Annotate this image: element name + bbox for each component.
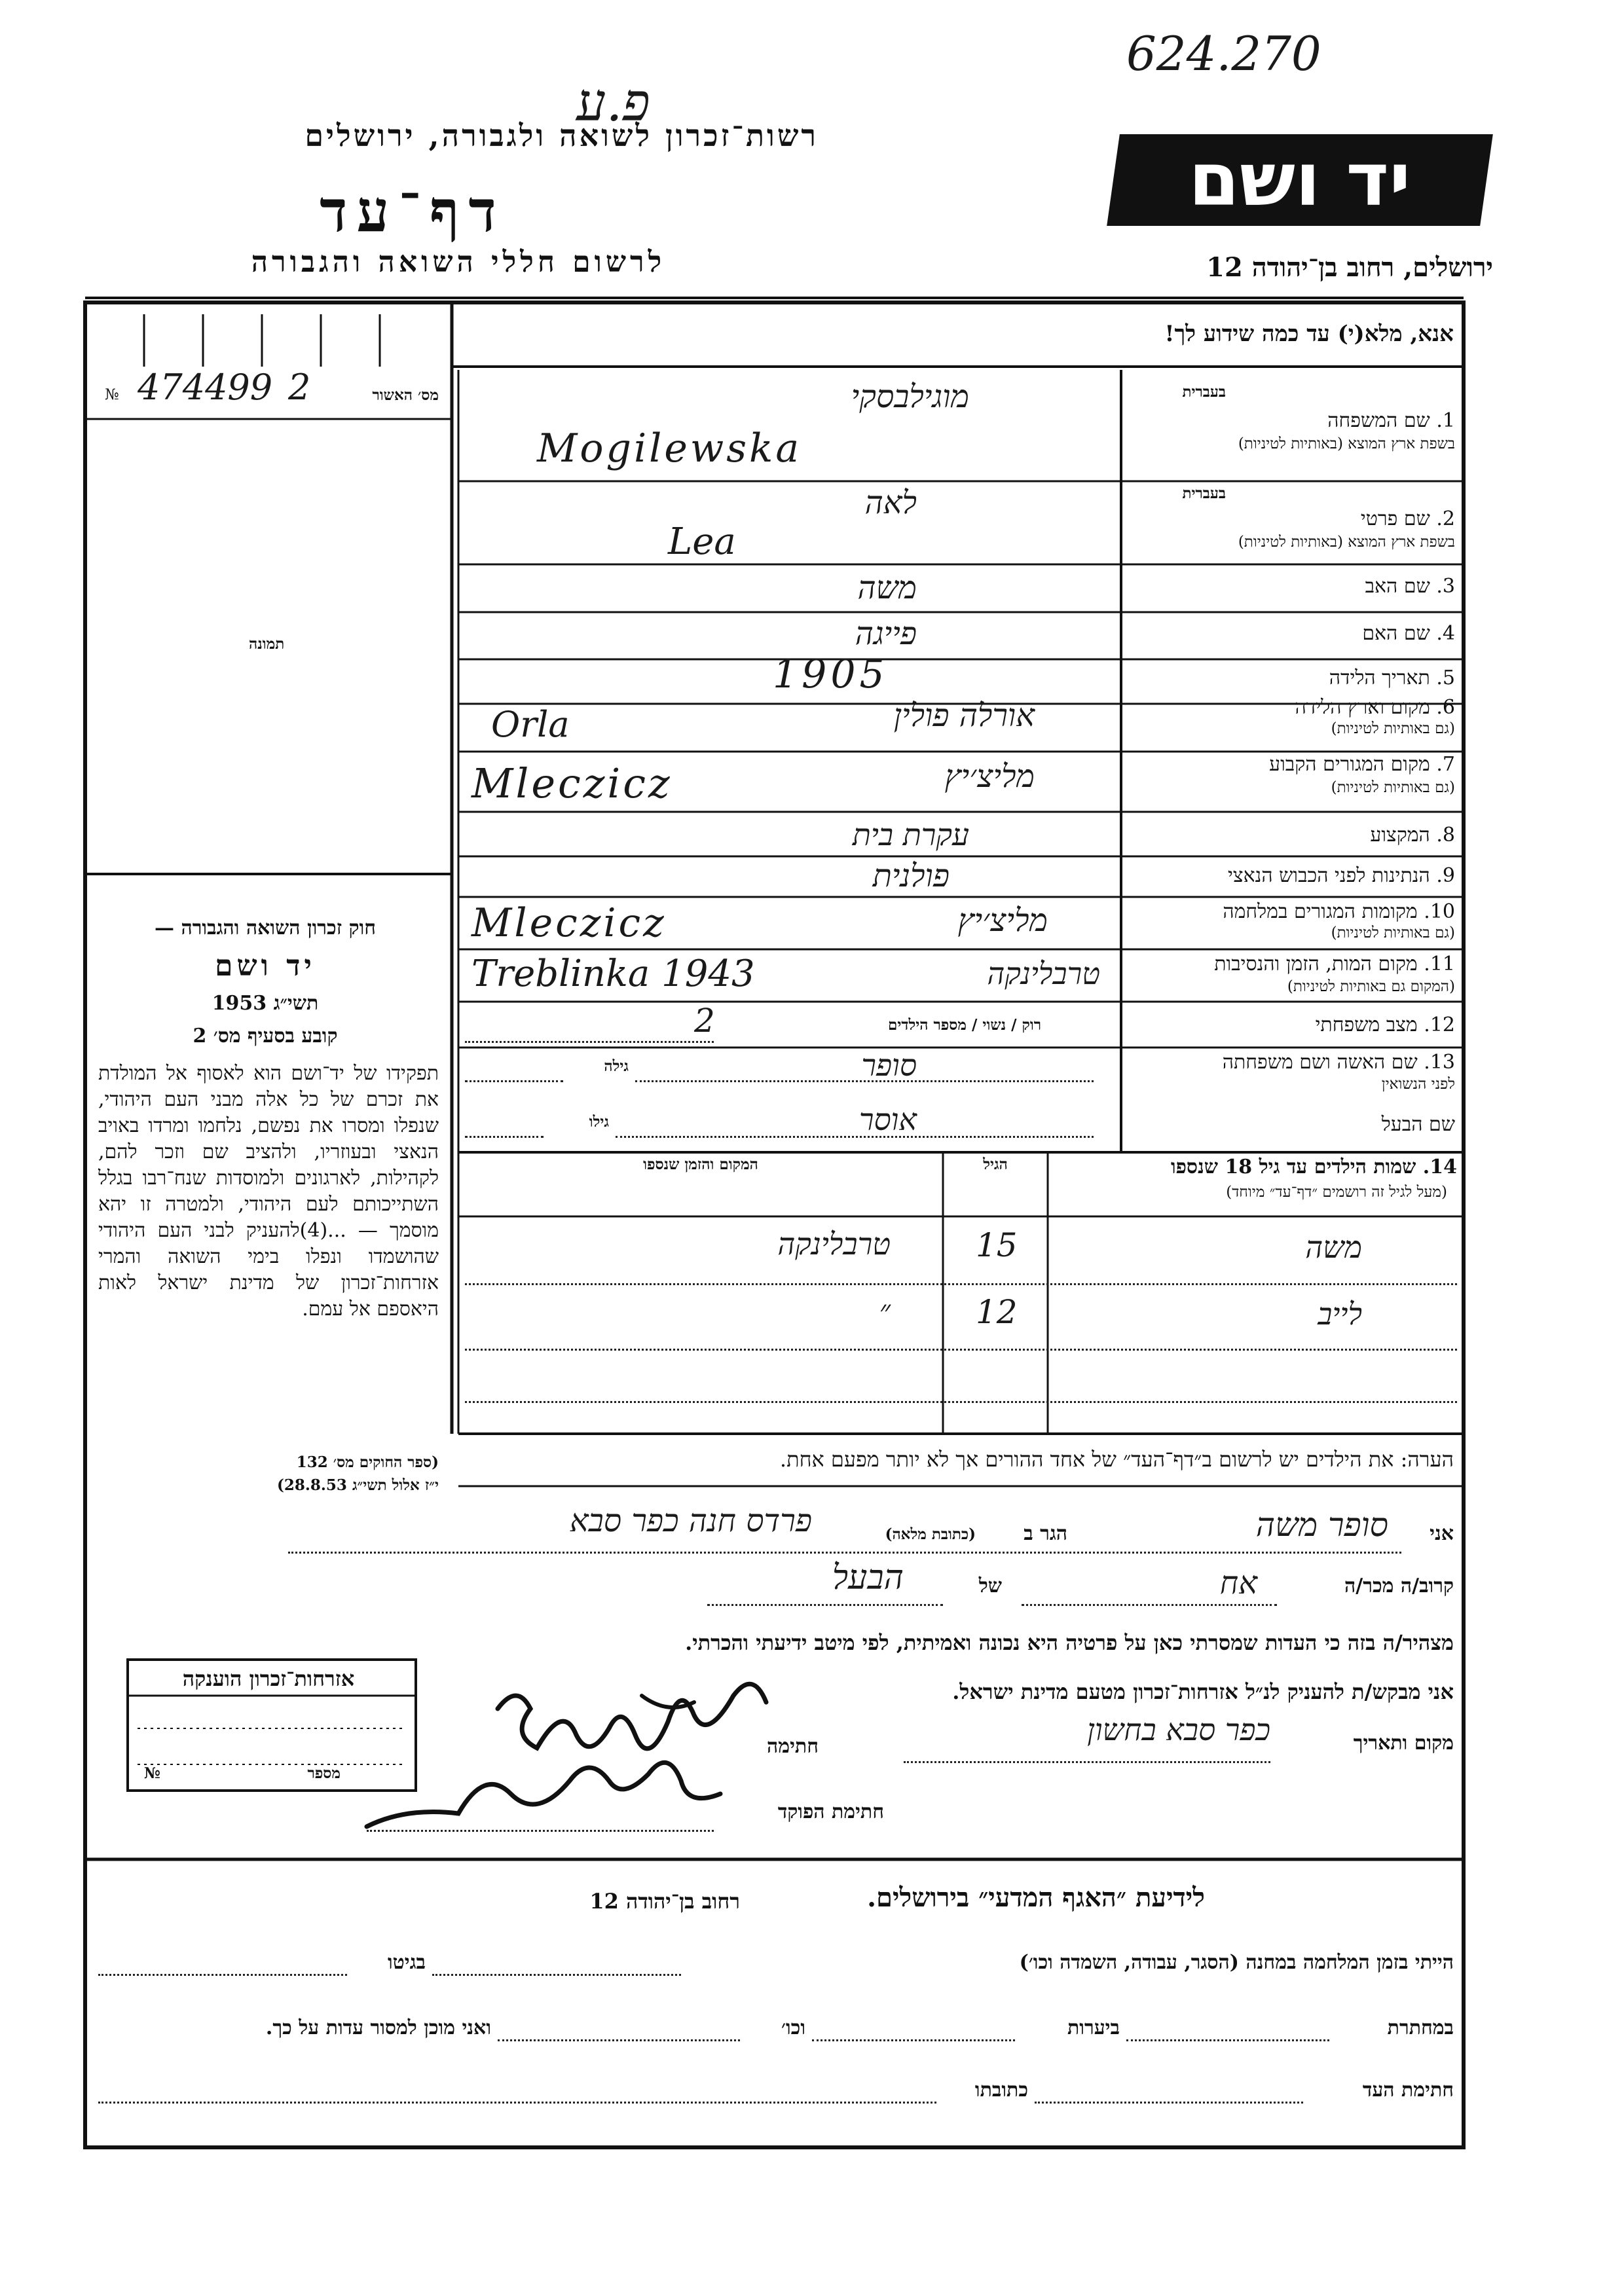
children-number: 14. — [1422, 1156, 1457, 1178]
field-6-value-latin[interactable]: Orla — [491, 704, 570, 745]
field-2-value-latin[interactable]: Lea — [668, 520, 736, 563]
field-10-number: 10. — [1424, 900, 1455, 923]
of-label: של — [978, 1575, 1002, 1597]
handwritten-file-number: 624.270 — [1126, 26, 1321, 81]
declaration-statement: מצהיר/ה בזה כי העדות שמסרתי כאן על פרטיה היא נכונה ואמיתית, לפי מיטב ידיעתי והכרתי. — [685, 1630, 1454, 1655]
field-10-value-hebrew[interactable]: מליצ׳יץ — [957, 902, 1048, 939]
field-1-hebrew-tag: בעברית — [1182, 383, 1226, 401]
archive-ghetto-label: בגיטו — [387, 1951, 426, 1974]
of-value[interactable]: הבעל — [832, 1558, 904, 1597]
archive-witness-address-dotted — [98, 2102, 936, 2104]
law-title: חוק זכרון השואה והגבורה — — [155, 917, 376, 939]
husband-age-label: גילו — [589, 1113, 609, 1131]
record-number-suffix: 2 — [288, 367, 311, 408]
place-date-value[interactable]: כפר סבא בחשון — [1087, 1712, 1270, 1747]
archive-camp-dotted — [432, 1974, 681, 1976]
children-col-age: הגיל — [983, 1156, 1008, 1173]
field-2-number: 2. — [1436, 507, 1455, 530]
declarant-label: אני — [1430, 1522, 1454, 1545]
residing-label: הגר ב — [1024, 1522, 1067, 1545]
field-11-number: 11. — [1424, 953, 1455, 975]
field-7-sublabel: (גם באותיות לטיניות) — [1331, 779, 1455, 796]
children-subtitle: (מעל לגיל זה רושמים ״דף־עד״ מיוחד) — [1226, 1184, 1447, 1201]
place-date-label: מקום ותאריך — [1353, 1732, 1454, 1755]
record-number-value: 474499 — [138, 367, 273, 408]
doc-title: דף־עד — [320, 177, 506, 245]
children-col-place: המקום והזמן שנספו — [643, 1156, 758, 1173]
field-11-value-hebrew[interactable]: טרבלינקה — [987, 956, 1100, 991]
official-signature-label: חתימת הפוקד — [777, 1800, 884, 1823]
field-7-number: 7. — [1436, 753, 1455, 776]
logo-text: יד ושם — [1189, 137, 1411, 223]
archive-etc-label: וכו׳ — [781, 2016, 805, 2039]
address-line: ירושלים, רחוב בן־יהודה 12 — [1206, 252, 1493, 283]
field-2-title: שם פרטי — [1360, 507, 1430, 530]
child-1-name[interactable]: משה — [1305, 1230, 1362, 1265]
record-number-label: מס׳ האשור — [372, 386, 439, 404]
archive-underground-dotted — [1126, 2039, 1329, 2041]
child-2-age[interactable]: 12 — [976, 1293, 1018, 1331]
field-5-title: תאריך הלידה — [1329, 666, 1430, 689]
signature-label: חתימה — [767, 1735, 819, 1758]
field-9-number: 9. — [1436, 864, 1455, 887]
field-8-value[interactable]: עקרת בית — [852, 817, 969, 852]
handwritten-reference: פ.ע — [576, 72, 650, 133]
field-7-title: מקום המגורים הקבוע — [1269, 753, 1430, 776]
archive-willing-label: ואני מוכן למסור עדות על כך. — [265, 2016, 491, 2039]
law-name: יד ושם — [215, 949, 316, 983]
archive-witness-address-label: כתובתו — [974, 2079, 1028, 2102]
field-4-title: שם האם — [1362, 622, 1430, 645]
field-10-title: מקומות המגורים במלחמה — [1223, 900, 1418, 923]
field-1-title: שם המשפחה — [1327, 409, 1430, 432]
citizenship-number-prefix: № — [144, 1764, 160, 1782]
relative-value[interactable]: אח — [1219, 1565, 1257, 1601]
field-11-sublabel: (המקום גם באותיות לטיניות) — [1287, 978, 1455, 995]
doc-subtitle: לרשום חללי השואה והגבורה — [251, 246, 666, 279]
child-2-name[interactable]: לייב — [1318, 1296, 1362, 1332]
field-12-value[interactable]: 2 — [694, 1002, 715, 1040]
field-3-value[interactable]: משה — [857, 570, 917, 606]
archive-address: רחוב בן־יהודה 12 — [589, 1889, 740, 1914]
law-text: תפקידו של יד־ושם הוא לאסוף אל המולדת את זכרם של כל אלה מבני העם היהודי, שנפלו ומסרו את נפשם, נלחמו ומרדו באויב הנאצי ובעוזריו, ולהציב שם וזכר להם, לקהילות, לארגונים ולמוסדות שנח־רבו בגלל השתייכותם לעם היהודי, ולמטרה זו יהא מוסמך — ...(4)להעניק לבני העם היהודי שהושמדו ונפלו בימי השואה והמרי אזרחות־זכרון של מדינת ישראל לאות היאספם אל עמם. — [98, 1062, 439, 1321]
law-year: תשי״ג 1953 — [212, 992, 319, 1015]
field-13-sublabel: לפני הנשואין — [1381, 1076, 1455, 1093]
declarant-address[interactable]: פרדס חנה כפר סבא — [569, 1503, 812, 1539]
citizenship-request: אני מבקש/ת להעניק לנ״ל אזרחות־זכרון מטעם מדינת ישראל. — [952, 1679, 1454, 1704]
field-13-title: שם האשה ושם משפחתה — [1222, 1051, 1418, 1074]
child-1-place[interactable]: טרבלינקה — [777, 1226, 891, 1262]
field-12-inline-options: רוק / נשוי / מספר הילדים — [888, 1016, 1041, 1034]
field-7-value-latin[interactable]: Mleczicz — [471, 759, 673, 807]
citizenship-box-title: אזרחות־זכרון הוענקה — [182, 1666, 355, 1691]
field-5-value[interactable]: 1905 — [773, 651, 889, 697]
field-2-value-hebrew[interactable]: לאה — [864, 484, 917, 521]
field-2-hebrew-tag: בעברית — [1182, 484, 1226, 502]
field-11-value-latin[interactable]: Treblinka 1943 — [471, 953, 755, 995]
field-6-title: מקום וארץ הלידה — [1295, 696, 1430, 719]
law-reference: (ספר החוקים מס׳ 132 — [296, 1453, 439, 1471]
field-2-sublabel: בשפת ארץ המוצא (באותיות לטיניות) — [1238, 534, 1455, 551]
field-5-number: 5. — [1436, 666, 1455, 689]
field-3-title: שם האב — [1365, 575, 1430, 598]
relative-label: קרוב/ה מכר/ה — [1344, 1575, 1454, 1597]
archive-witness-signature-label: חתימת העד — [1362, 2079, 1454, 2102]
field-4-number: 4. — [1436, 622, 1455, 645]
field-10-value-latin[interactable]: Mleczicz — [471, 900, 667, 946]
archive-forests-label: ביערות — [1067, 2016, 1120, 2039]
citizenship-number-label: מספר — [307, 1764, 341, 1782]
field-4-value[interactable]: פייגה — [855, 615, 917, 652]
field-1-value-hebrew[interactable]: מוגילבסקי — [851, 378, 969, 415]
law-date: י״ז אלול תשי״ג 28.8.53) — [277, 1476, 439, 1494]
field-8-number: 8. — [1436, 824, 1455, 847]
photo-label: תמונה — [249, 635, 285, 653]
field-13-value[interactable]: סופר — [861, 1048, 917, 1083]
archive-etc-dotted — [498, 2039, 740, 2041]
field-3-number: 3. — [1436, 575, 1455, 598]
field-12-title: מצב משפחתי — [1315, 1013, 1418, 1036]
official-dotted — [367, 1830, 714, 1832]
field-13-age-label: גילה — [604, 1057, 629, 1075]
archive-forests-dotted — [812, 2039, 1015, 2041]
child-2-place[interactable]: ״ — [879, 1293, 891, 1328]
child-1-age[interactable]: 15 — [976, 1226, 1018, 1264]
declarant-name[interactable]: סופר משה — [1255, 1506, 1388, 1544]
field-6-value-hebrew[interactable]: אורלה פולין — [893, 697, 1035, 734]
field-6-number: 6. — [1436, 696, 1455, 719]
husband-value[interactable]: אוסר — [858, 1102, 917, 1137]
field-1-value-latin[interactable]: Mogilewska — [537, 426, 802, 471]
field-8-title: המקצוע — [1370, 824, 1430, 847]
field-9-title: הנתינות לפני הכבוש הנאצי — [1228, 864, 1430, 887]
archive-witness-signature-dotted — [1035, 2102, 1303, 2104]
children-note: הערה: את הילדים יש לרשום ב״דף־העד״ של אחד ההורים אך לא יותר מפעם אחת. — [779, 1447, 1454, 1472]
law-section: קובע בסעיף מס׳ 2 — [193, 1025, 338, 1048]
husband-label: שם הבעל — [1381, 1113, 1455, 1136]
record-number-prefix: № — [105, 386, 119, 403]
field-11-title: מקום המות, הזמן והנסיבות — [1214, 953, 1418, 975]
archive-ghetto-dotted — [98, 1974, 347, 1976]
archive-camp-label: הייתי בזמן המלחמה במחנה (הסגר, עבודה, השמדה וכו׳) — [1019, 1951, 1454, 1974]
intro-instruction: אנא, מלא(י) עד כמה שידוע לך! — [1164, 321, 1454, 347]
field-6-sublabel: (גם באותיות לטיניות) — [1331, 720, 1455, 737]
field-10-sublabel: (גם באותיות לטיניות) — [1331, 924, 1455, 941]
field-1-number: 1. — [1436, 409, 1455, 432]
archive-underground-label: במחתרת — [1387, 2016, 1454, 2039]
field-13-number: 13. — [1424, 1051, 1455, 1074]
field-9-value[interactable]: פולנית — [872, 858, 950, 894]
field-12-number: 12. — [1424, 1013, 1455, 1036]
authority-line: רשות־זכרון לשואה ולגבורה, ירושלים — [304, 118, 819, 153]
address-label: (כתובת מלאה) — [885, 1525, 976, 1543]
archive-title: לידיעת ״האגף המדעי״ בירושלים. — [867, 1882, 1205, 1913]
field-1-sublabel: בשפת ארץ המוצא (באותיות לטיניות) — [1238, 435, 1455, 452]
children-title-text: שמות הילדים עד גיל 18 שנספו — [1170, 1156, 1416, 1178]
field-7-value-hebrew[interactable]: מליצ׳יץ — [944, 758, 1035, 795]
